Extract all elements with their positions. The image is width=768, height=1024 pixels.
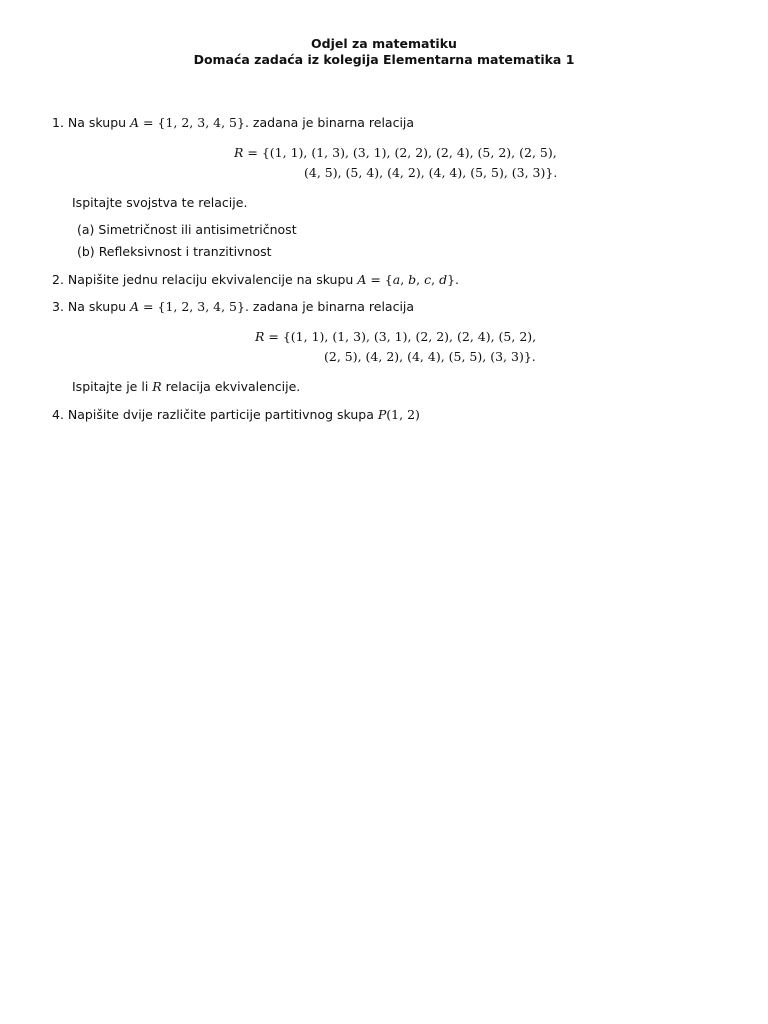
problem-2-text: Napišite jednu relaciju ekvivalencije na skupu [67,272,354,287]
problem-3-text-after: zadana je binarna relacija [248,299,415,314]
problem-1-statement [52,115,414,131]
problem-1-number: 1. [52,115,64,130]
problem-1-relation-pairs-1: = {(1, 1), (1, 3), (3, 1), (2, 2), (2, 4), (5, 2), (2, 5), [243,145,557,160]
problem-1-relation-line-1 [234,145,557,161]
problem-1-subitem-a [77,222,297,238]
subitem-a-label: (a) [77,222,95,237]
problem-3-instruction-after: relacija ekvivalencije. [161,379,301,394]
problem-2-set-open: = { [366,272,393,287]
problem-3-text: Na skupu [67,299,127,314]
problem-1-set-expr: = {1, 2, 3, 4, 5}. [139,115,249,130]
problem-2-number: 2. [52,272,64,287]
problem-3-relation-pairs-1: = {(1, 1), (1, 3), (3, 1), (2, 2), (2, 4), (5, 2), [264,329,537,344]
problem-1-instruction: Ispitajte svojstva te relacije. [72,195,248,210]
problem-3-set-var: A [130,299,140,314]
problem-3-instruction-before: Ispitajte je li [72,379,149,394]
subitem-b-label: (b) [77,244,95,259]
problem-3-relation-var: R [255,329,265,344]
problem-3-number: 3. [52,299,64,314]
problem-4-statement [52,407,420,423]
problem-3-relation-line-2: (2, 5), (4, 2), (4, 4), (5, 5), (3, 3)}. [324,349,536,364]
problem-1-subitem-b [77,244,272,260]
subitem-b-text: Refleksivnost i tranzitivnost [98,244,272,259]
problem-3-instruction-var: R [152,379,162,394]
problem-1-set-var: A [130,115,140,130]
subitem-a-text: Simetričnost ili antisimetričnost [98,222,297,237]
problem-1-relation-var: R [234,145,244,160]
problem-4-number: 4. [52,407,64,422]
powerset-symbol: P [377,407,387,422]
set-element-d: d [439,272,448,287]
problem-1-text-after: zadana je binarna relacija [248,115,415,130]
problem-2-set-var: A [357,272,367,287]
assignment-title: Domaća zadaća iz kolegija Elementarna matematika 1 [193,52,575,67]
problem-3-statement [52,299,414,315]
set-element-c: c [424,272,432,287]
problem-1-text: Na skupu [67,115,127,130]
problem-2-statement: 2. Napišite jednu relaciju ekvivalencije na skupu A = {a, b, c, d}. [52,272,460,287]
problem-3-instruction [72,379,300,395]
problem-2-set-close: }. [447,272,460,287]
problem-1-relation-line-2: (4, 5), (5, 4), (4, 2), (4, 4), (5, 5), (3, 3)}. [304,165,558,180]
powerset-args: (1, 2) [386,407,420,422]
document-header [0,36,768,68]
problem-4-text: Napišite dvije različite particije partitivnog skupa [67,407,374,422]
problem-3-set-expr: = {1, 2, 3, 4, 5}. [139,299,249,314]
set-element-a: a [392,272,401,287]
problem-3-relation-line-1 [255,329,536,345]
department-title: Odjel za matematiku [311,36,457,51]
set-element-b: b [408,272,417,287]
